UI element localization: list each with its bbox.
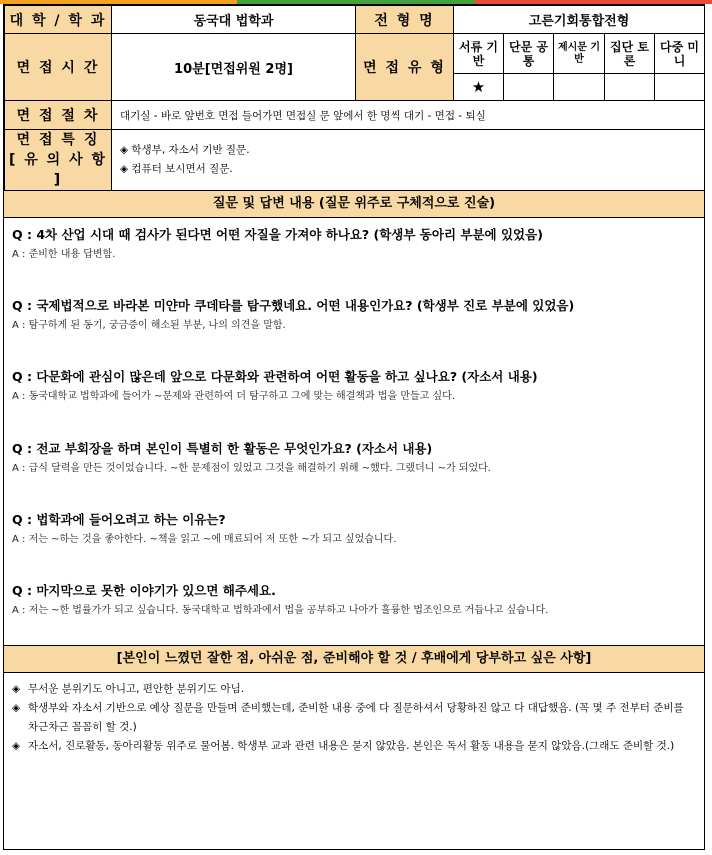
features-label-line-1: 면 접 특 징 <box>16 132 100 148</box>
dept-label: 대 학 / 학 과 <box>5 6 112 34</box>
diamond-bullet-icon: ◈ <box>12 683 21 695</box>
time-value: 10분[면접위원 2명] <box>112 34 356 101</box>
question-text: Q : 전교 부회장을 하며 본인이 특별히 한 활동은 무엇인가요? (자소서 내용) <box>12 441 433 456</box>
qa-list <box>4 218 704 646</box>
question-text: Q : 국제법적으로 바라본 미얀마 쿠데타를 탐구했네요. 어떤 내용인가요? (학생부 진로 부분에 있었음) <box>12 298 575 313</box>
format-passage-based: 제시문 기반 <box>554 34 605 74</box>
features-label-line-2: [ 유 의 사 항 ] <box>9 152 107 188</box>
answer-text: A : 저는 ~한 법률가가 되고 싶습니다. 동국대학교 법학과에서 법을 공부하고 나아가 훌륭한 법조인으로 거듭나고 싶습니다. <box>12 605 549 616</box>
qa-section-title: 질문 및 답변 내용 (질문 위주로 구체적으로 진술) <box>4 191 704 218</box>
type-label: 전 형 명 <box>356 6 454 34</box>
features-value <box>112 130 705 191</box>
feature-item: ◈ 학생부, 자소서 기반 질문. <box>120 144 250 156</box>
features-label <box>5 130 112 191</box>
review-item <box>12 737 696 756</box>
answer-text: A : 탐구하게 된 동기, 궁금증이 해소된 부분, 나의 의견을 말함. <box>12 320 286 331</box>
empty-mark-cell <box>504 74 554 101</box>
info-table <box>4 5 705 191</box>
review-item <box>12 680 696 699</box>
empty-mark-cell <box>605 74 655 101</box>
format-short-common: 단문 공통 <box>504 34 554 74</box>
format-doc-based: 서류 기반 <box>454 34 504 74</box>
feature-item: ◈ 컴퓨터 보시면서 질문. <box>120 163 233 175</box>
question-text: Q : 다문화에 관심이 많은데 앞으로 다문화와 관련하여 어떤 활동을 하고 싶나요? (자소서 내용) <box>12 369 538 384</box>
answer-text: A : 준비한 내용 답변함. <box>12 249 116 260</box>
empty-mark-cell <box>655 74 705 101</box>
diamond-bullet-icon: ◈ <box>12 740 21 752</box>
review-text: 무서운 분위기도 아니고, 편안한 분위기도 아님. <box>28 683 245 695</box>
qa-item <box>4 226 704 297</box>
procedure-label: 면 접 절 차 <box>5 101 112 130</box>
procedure-value: 대기실 - 바로 앞번호 면접 들어가면 면접실 문 앞에서 한 명씩 대기 - 면접 - 퇴실 <box>112 101 705 130</box>
format-group-discussion: 집단 토론 <box>605 34 655 74</box>
question-text: Q : 마지막으로 못한 이야기가 있으면 해주세요. <box>12 583 276 598</box>
review-item <box>12 699 696 737</box>
qa-item <box>4 440 704 511</box>
selected-format-mark: ★ <box>454 74 504 101</box>
qa-item <box>4 368 704 440</box>
dept-value: 동국대 법학과 <box>112 6 356 34</box>
time-label: 면 접 시 간 <box>5 34 112 101</box>
answer-text: A : 저는 ~하는 것을 좋아한다. ~책을 읽고 ~에 매료되어 저 또한 ~가 되고 싶었습니다. <box>12 534 397 545</box>
question-text: Q : 4차 산업 시대 때 검사가 된다면 어떤 자질을 가져야 하나요? (학생부 동아리 부분에 있었음) <box>12 227 543 242</box>
diamond-bullet-icon: ◈ <box>12 702 21 714</box>
review-section-title: [본인이 느꼈던 잘한 점, 아쉬운 점, 준비해야 할 것 / 후배에게 당부하고 싶은 사항] <box>4 646 704 673</box>
empty-mark-cell <box>554 74 605 101</box>
answer-text: A : 동국대학교 법학과에 들어가 ~문제와 관련하여 더 탐구하고 그에 맞는 해결책과 법을 만들고 싶다. <box>12 391 456 402</box>
qa-item <box>4 511 704 582</box>
interview-sheet <box>3 4 705 850</box>
qa-item <box>4 582 704 642</box>
review-text: 학생부와 자소서 기반으로 예상 질문을 만들며 준비했는데, 준비한 내용 중에 다 질문하셔서 당황하진 않고 다 대답했음. (꼭 몇 주 전부터 준비를 차근차근 꼼꼼히 할 것.) <box>28 702 684 733</box>
question-text: Q : 법학과에 들어오려고 하는 이유는? <box>12 512 226 527</box>
answer-text: A : 급식 달력을 만든 것이었습니다. ~한 문제점이 있었고 그것을 해결하기 위해 ~했다. 그랬더니 ~가 되었다. <box>12 463 491 474</box>
type-value: 고른기회통합전형 <box>454 6 705 34</box>
qa-item <box>4 297 704 368</box>
review-notes <box>4 673 704 756</box>
format-multi-mini: 다중 미니 <box>655 34 705 74</box>
format-label: 면 접 유 형 <box>356 34 454 101</box>
review-text: 자소서, 진로활동, 동아리활동 위주로 물어봄. 학생부 교과 관련 내용은 묻지 않았음. 본인은 독서 활동 내용을 묻지 않았음.(그래도 준비할 것.) <box>28 740 675 752</box>
